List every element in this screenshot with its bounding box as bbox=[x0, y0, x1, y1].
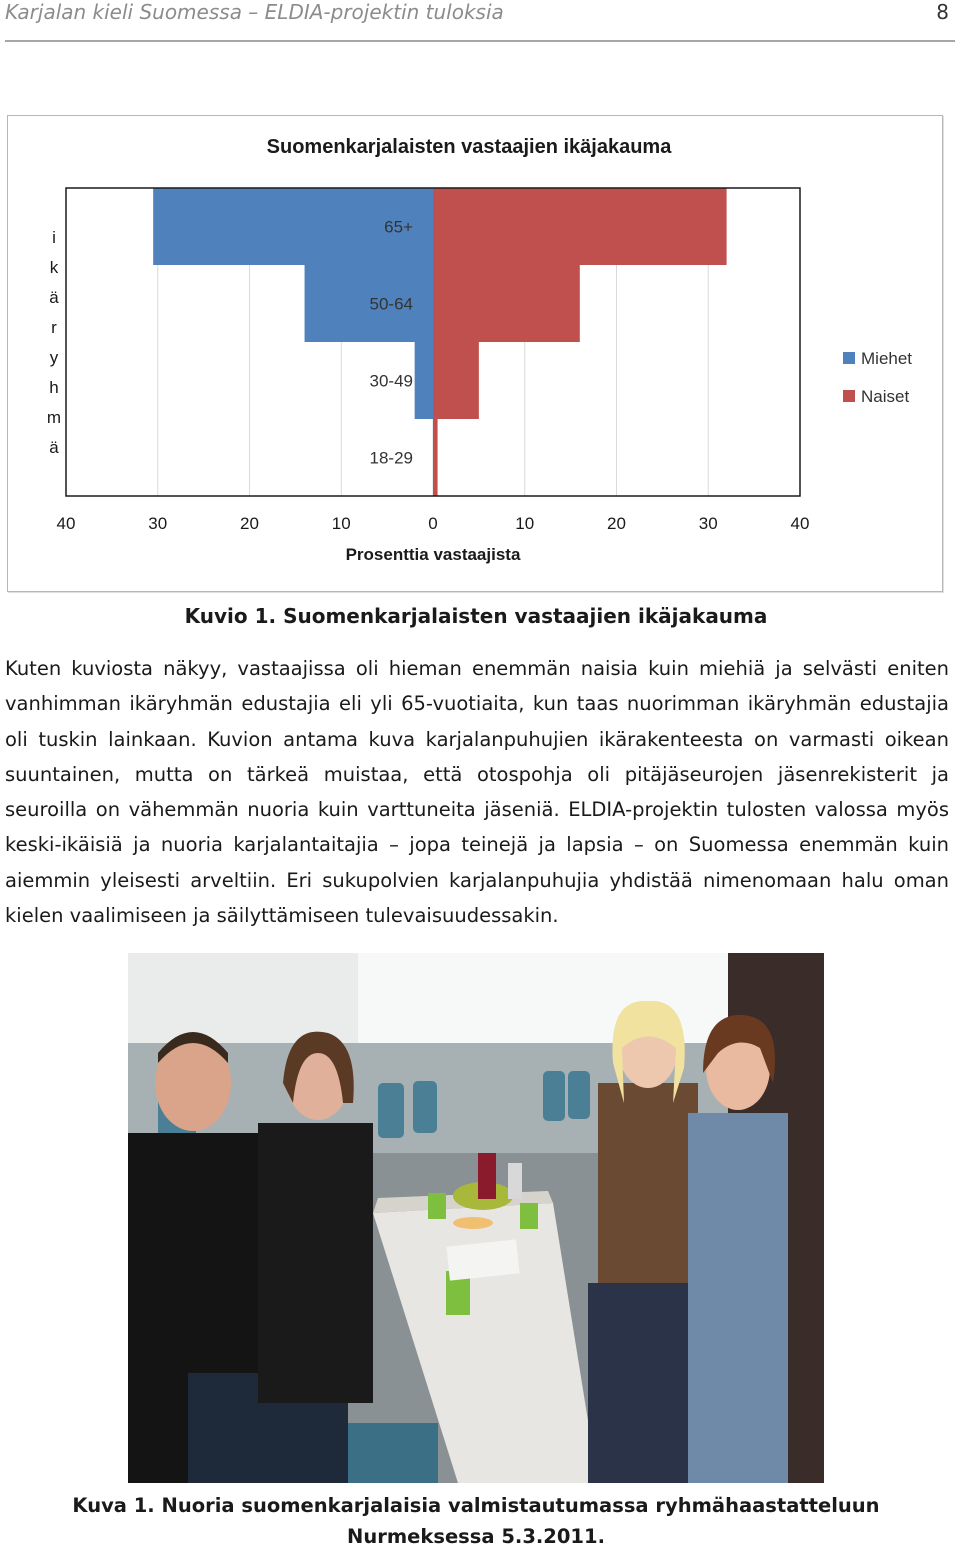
category-label: 50-64 bbox=[369, 294, 413, 314]
chart-title: Suomenkarjalaisten vastaajien ikäjakauma bbox=[266, 136, 672, 158]
y-axis-label-letter: ä bbox=[49, 438, 59, 457]
bar-naiset-50-64 bbox=[433, 265, 580, 342]
group-interview-photo bbox=[128, 953, 824, 1483]
x-tick-label: 10 bbox=[515, 514, 535, 533]
x-tick-label: 20 bbox=[607, 514, 626, 533]
category-label: 18-29 bbox=[369, 448, 413, 468]
x-tick-label: 40 bbox=[790, 514, 810, 533]
legend-label: Naiset bbox=[861, 387, 910, 406]
page-number: 8 bbox=[936, 0, 949, 24]
y-axis-label-letter: ä bbox=[49, 288, 59, 307]
x-axis-label: Prosenttia vastaajista bbox=[345, 545, 521, 564]
bar-miehet-30-49 bbox=[415, 342, 433, 419]
legend-swatch-miehet bbox=[843, 352, 855, 364]
legend-label: Miehet bbox=[861, 349, 913, 368]
x-tick-label: 10 bbox=[331, 514, 351, 533]
plot-area bbox=[47, 188, 810, 533]
bar-naiset-18-29 bbox=[433, 419, 438, 496]
y-axis-label-letter: y bbox=[49, 348, 59, 367]
legend-swatch-naiset bbox=[843, 390, 855, 402]
x-tick-label: 40 bbox=[56, 514, 76, 533]
chart-svg bbox=[8, 116, 942, 591]
running-header-title: Karjalan kieli Suomessa – ELDIA-projektin tuloksia bbox=[5, 0, 504, 24]
chart-legend bbox=[843, 349, 912, 406]
bar-naiset-30-49 bbox=[433, 342, 479, 419]
y-axis-label-letter: r bbox=[51, 318, 57, 337]
bar-naiset-65+ bbox=[433, 188, 727, 265]
page-header bbox=[5, 0, 955, 42]
x-tick-label: 30 bbox=[148, 514, 168, 533]
photo-illustration bbox=[128, 953, 824, 1483]
y-axis-label-letter: k bbox=[49, 258, 59, 277]
age-distribution-chart bbox=[7, 115, 943, 592]
category-label: 65+ bbox=[384, 217, 413, 237]
body-paragraph: Kuten kuviosta näkyy, vastaajissa oli hieman enemmän naisia kuin miehiä ja selvästi eniten vanhimman ikäryhmän edustajia eli yli 65-vuotiaita, kun taas nuorimman ikäryhmän edustajia oli tuskin lainkaan. Kuvion antama kuva karjalanpuhujien ikärakenteesta on varmasti oikean suuntainen, mutta on tärkeä muistaa, että otospohja oli pitäjäseurojen jäsenrekisterit ja seuroilla on vähemmän nuoria kuin varttuneita jäseniä. ELDIA-projektin tulosten valossa myös keski-ikäisiä ja nuoria karjalantaitajia – jopa teinejä ja lapsia – on Suomessa enemmän kuin aiemmin yleisesti arveltiin. Eri sukupolvien karjalanpuhujia yhdistää nimenomaan halu oman kielen vaalimiseen ja säilyttämiseen tulevaisuudessakin. bbox=[5, 657, 949, 928]
x-tick-label: 30 bbox=[698, 514, 718, 533]
y-axis-label-letter: h bbox=[49, 378, 59, 397]
category-label: 30-49 bbox=[369, 371, 413, 391]
x-tick-label: 20 bbox=[240, 514, 259, 533]
figure-caption: Kuvio 1. Suomenkarjalaisten vastaajien ikäjakauma bbox=[184, 604, 768, 628]
photo-caption: Kuva 1. Nuoria suomenkarjalaisia valmistautumassa ryhmähaastatteluun Nurmeksessa 5.3.2011. bbox=[72, 1494, 880, 1548]
y-axis-label-letter: i bbox=[52, 228, 56, 247]
x-tick-label: 0 bbox=[428, 514, 438, 533]
y-axis-label-letter: m bbox=[46, 408, 62, 427]
